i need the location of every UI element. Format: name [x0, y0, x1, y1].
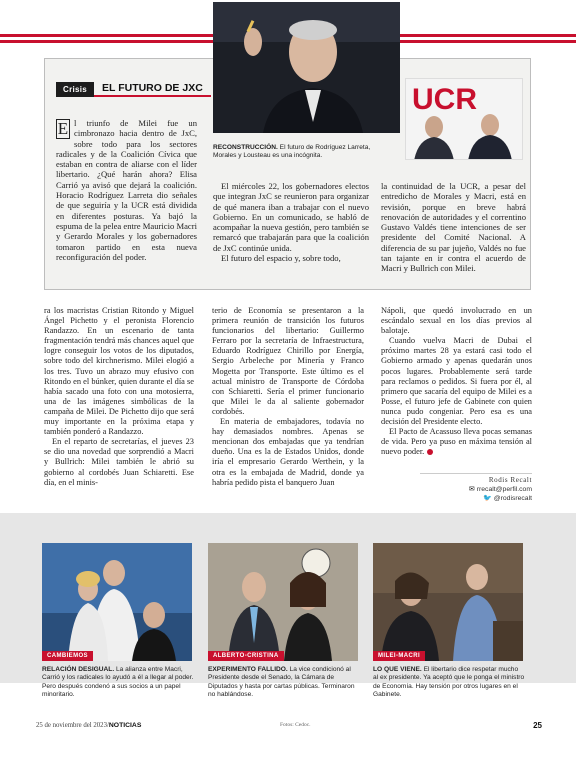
photo-caption-text: La vice condicionó al Presidente desde el Senado, la Cámara de Diputados y hasta por cartas públicas. Terminaron no hablándose. — [208, 666, 355, 698]
email-icon: ✉ — [468, 486, 475, 493]
top-photo-caption — [213, 144, 393, 160]
box-col1-paragraph — [56, 118, 197, 262]
caption-text: El futuro de Rodríguez Larreta, Morales y Lousteau es una incógnita. — [213, 144, 371, 160]
page-footer — [36, 722, 542, 734]
photo-cambiemos — [42, 543, 192, 661]
main-col1-paragraph-1: ra los macristas Cristian Ritondo y Miguel Ángel Pichetto y el peronista Florencio Randazzo. En un escenario de tanta fragmentación tendrá más chances aquel que logre conseguir los votos de los diputados, sobre todo del kirchnerismo. Milei elogió a los tres. Tuvo un abrazo muy efusivo con Ritondo en el búnker, quien durante el día se había sacado una foto con una motosierra, una de las imágenes simbólicas de la campaña de Milei. De Pichetto dijo que será muy importante en la próxima etapa y también ponderó a Randazzo. — [44, 306, 194, 437]
footer-date: 25 de noviembre del 2023/ — [36, 722, 109, 729]
main-column-3 — [381, 306, 532, 457]
author-twitter-row[interactable] — [420, 494, 532, 503]
author-twitter[interactable]: @rodisrecalt — [493, 495, 532, 502]
photo-caption-strong: RELACIÓN DESIGUAL. — [42, 666, 115, 673]
ucr-photo — [405, 78, 523, 160]
box-column-2 — [213, 181, 369, 263]
main-col2-paragraph-1: terio de Economía se presentaron a la primera reunión de transición los futuros funcionarios del libertario: Guillermo Ferraro por la secretaría de Infraestructura, Eduardo Rodríguez Chirillo por Energía, Sergio Arbeleche por Minería y Franco Mogetta por Transporte. Este último es el actual ministro de Transporte de Córdoba con Schiaretti. Sería el primer funcionario que Milei le da al saliente gobernador cordobés. — [212, 306, 364, 416]
photo-caption-cambiemos — [42, 666, 194, 699]
byline — [420, 473, 532, 503]
top-photo-larreta — [213, 2, 400, 133]
main-col3-paragraph-1: Nápoli, que quedó involucrado en un escándalo sexual en los días previos al balotaje. — [381, 306, 532, 336]
box-column-3 — [381, 181, 526, 274]
footer-credits: Fotos: Cedoc. — [280, 722, 311, 728]
photo-alberto-cristina — [208, 543, 358, 661]
photo-caption-alberto-cristina — [208, 666, 360, 699]
main-col3-paragraph-2: Cuando vuelva Macri de Dubai el próximo martes 28 ya estará casi todo el Gobierno armado y apenas quedarán unos pocos lugares. Probablemente será tarde para reclamos o pedidos. Si fuera por él, al primero que sacaría del equipo de Milei es a Posse, el futuro jefe de Gabinete con quien nunca pudo congeniar. Pero esa es una decisión del Presidente electo. — [381, 336, 532, 427]
box-column-1 — [56, 118, 197, 262]
drop-cap: E — [57, 119, 69, 138]
box-col2-paragraph-2: El futuro del espacio y, sobre todo, — [221, 253, 341, 264]
main-col3-paragraph-3 — [381, 427, 532, 457]
box-col3-paragraph-1: la continuidad de la UCR, a pesar del entredicho de Morales y Macri, está en revisión, porque en breve habrá renovación de autoridades y el correntino Gustavo Valdés tiene intenciones de ser presidente del Comité Nacional. A diferencia de su par jujeño, Valdés no fue tan tajante en ir contra el acuerdo de Macri y Bullrich con Milei. — [381, 181, 526, 274]
page-number: 25 — [533, 721, 542, 730]
main-column-2 — [212, 306, 364, 488]
main-col3-paragraph-3-text: El Pacto de Acassuso lleva pocas semanas de vida. Pero ya puso en máxima tensión al nuevo poder. — [381, 427, 532, 457]
author-email[interactable]: rrecalt@perfil.com — [476, 486, 532, 493]
main-column-1 — [44, 306, 194, 488]
section-header — [56, 80, 211, 98]
author-name: Rodis Recalt — [488, 476, 532, 484]
caption-label: RECONSTRUCCIÓN. — [213, 144, 278, 151]
box-col2-paragraph-1: El miércoles 22, los gobernadores electos que integran JxC se reunieron para organizar de qué manera iban a trabajar con el nuevo Gobierno. En un comunicado, se habló de acompañar la nueva gestión, pero también se remarcó que trabajarán para que la coalición de JxC continúe unida. — [213, 181, 369, 253]
photo-label-alberto-cristina: ALBERTO-CRISTINA — [208, 651, 284, 661]
twitter-icon: 🐦 — [483, 495, 492, 502]
photo-caption-strong: EXPERIMENTO FALLIDO. — [208, 666, 288, 673]
photo-caption-text: La alianza entre Macri, Carrió y los radicales lo ayudó a él a llegar al poder. Pero después condenó a sus socios a un papel minoritario. — [42, 666, 194, 698]
main-col2-paragraph-2: En materia de embajadores, todavía no hay demasiados nombres. Apenas se mencionan dos embajadas que ya tendrían dueño. Una es la de Estados Unidos, donde iría el empresario Gerardo Werthein, y la otra es la embajada de Madrid, donde ya habría pedido pista el banquero Juan — [212, 417, 364, 487]
end-mark-icon — [427, 449, 433, 455]
photo-label-cambiemos: CAMBIEMOS — [42, 651, 93, 661]
photo-label-milei-macri: MILEI-MACRI — [373, 651, 425, 661]
box-col1-text: l triunfo de Milei fue un cimbronazo hacia dentro de JxC, sobre todo para los sectores radicales y de la Coalición Cívica que estaban en contra de aliarse con el líder libertario. ¿Qué harán ahora? Elisa Carrió ya avisó que dejará la coalición. Horacio Rodríguez Larreta dio señales de que seguiría y la UCR está dividida en diferentes posturas. Ya bajó la espuma de la pelea entre Mauricio Macri y Gerardo Morales y los gobernadores tomaron partido en esta nueva reconfiguración del poder. — [56, 118, 197, 262]
author-email-row[interactable] — [420, 485, 532, 494]
footer-date-block — [36, 722, 141, 729]
photo-caption-strong: LO QUE VIENE. — [373, 666, 422, 673]
main-col1-paragraph-2: En el reparto de secretarías, el jueves 23 se dio una novedad que sorprendió a Macri y Bullrich: Milei también le abrió su gobierno al cordobés Juan Schiaretti. Ese día, en el minis- — [44, 437, 194, 487]
footer-brand: NOTICIAS — [108, 722, 142, 729]
photo-caption-text: El libertario dice respetar mucho al ex presidente. Ya aceptó que le ponga el ministro de Economía. Hay tensión por otros lugares en el Gabinete. — [373, 666, 525, 698]
ucr-logo-text: UCR — [412, 83, 477, 116]
section-title: EL FUTURO DE JXC — [94, 81, 211, 97]
photo-caption-milei-macri — [373, 666, 525, 699]
photo-milei-macri — [373, 543, 523, 661]
section-tag: Crisis — [56, 82, 94, 97]
